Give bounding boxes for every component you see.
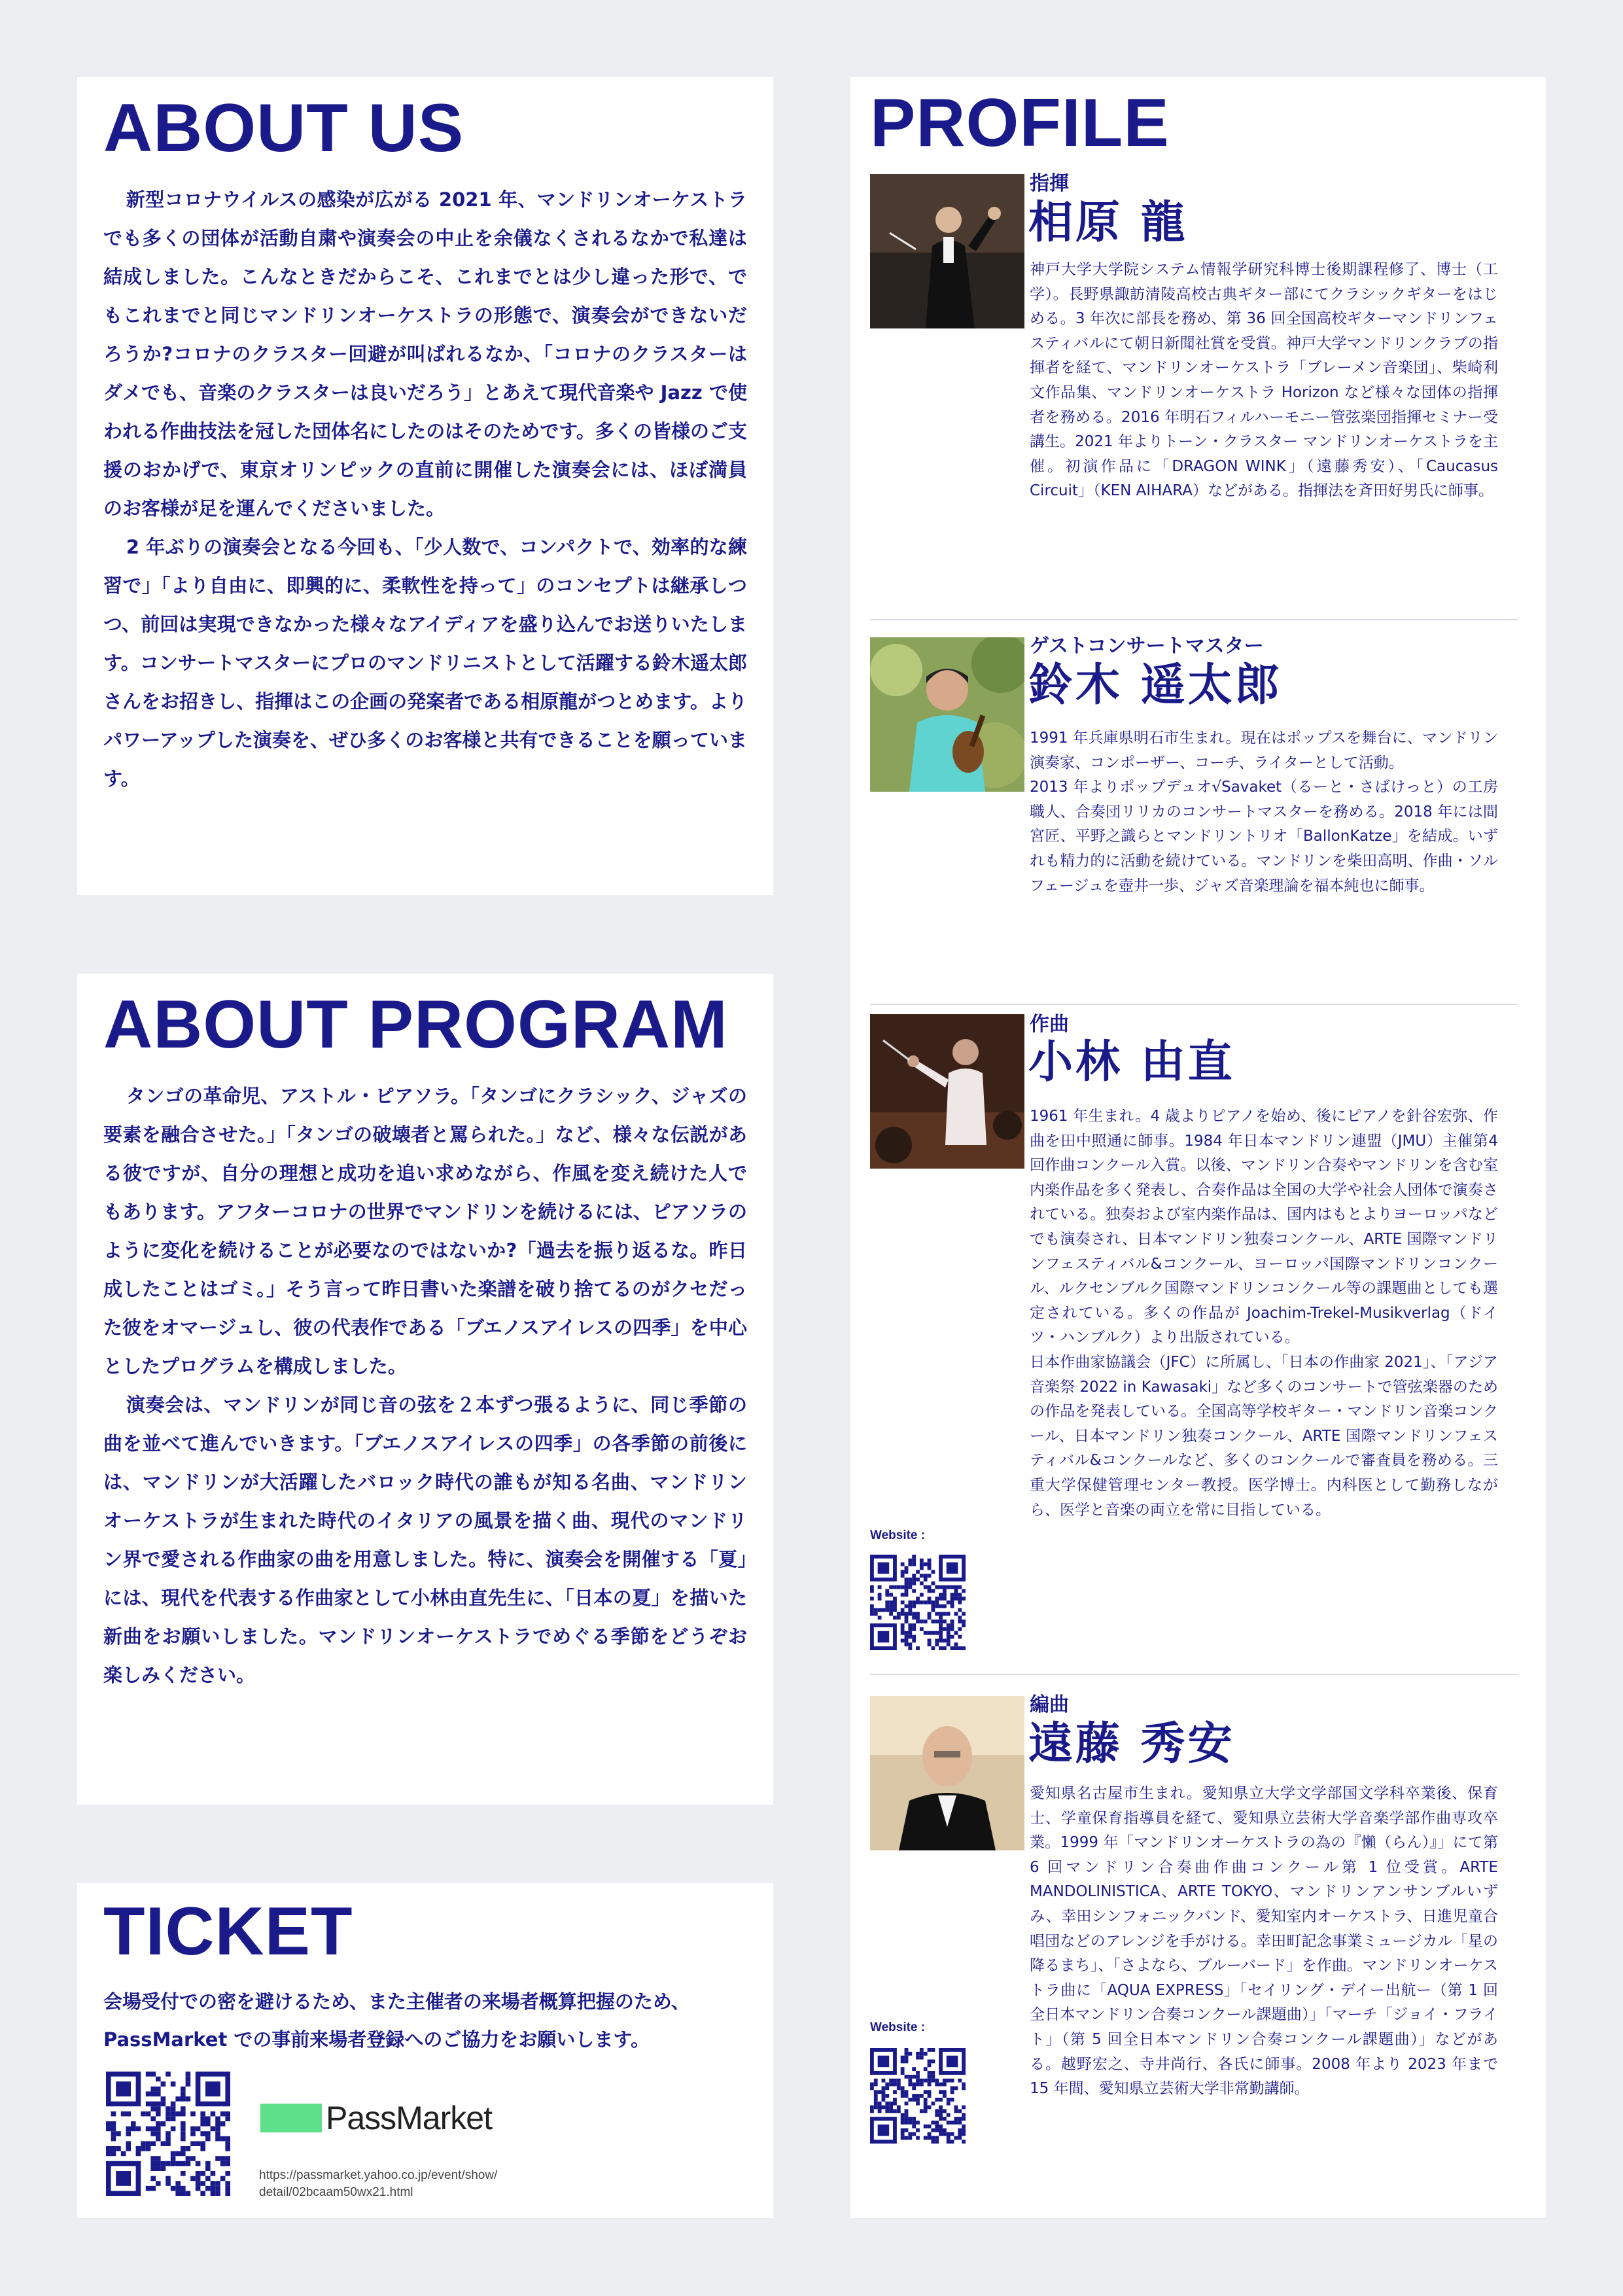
profile-divider-3 xyxy=(870,1674,1518,1675)
ticket-title: TICKET xyxy=(103,1894,353,1969)
suzuki-name: 鈴木 遥太郎 xyxy=(1028,660,1282,711)
endo-website-qr-code[interactable] xyxy=(870,2048,966,2144)
about-program-title: ABOUT PROGRAM xyxy=(103,987,728,1063)
kobayashi-website-label: Website : xyxy=(870,1528,926,1542)
kobayashi-bio: 1961 年生まれ。4 歳よりピアノを始め、後にピアノを針谷宏弥、作曲を田中照通に師事。1984 年日本マンドリン連盟（JMU）主催第4回作曲コンクール入賞。以後、マンドリン合奏やマンドリンを含む室内楽作品を多く発表し、合奏作品は全国の大学や社会人団体で演奏されている。独奏および室内楽作品は、国内はもとよりヨーロッパなどでも演奏され、日本マンドリン独奏コンクール、ARTE 国際マンドリンフェスティバル&コンクール、ヨーロッパ国際マンドリンコンクール、ルクセンブルク国際マンドリンコンクール等の課題曲としても選定されている。多くの作品が Joachim-Trekel-Musikverlag（ドイツ・ハンブルク）より出版されている。 日本作曲家協議会（JFC）に所属し、「日本の作曲家 2021」、「アジア音楽祭 2022 in Kawasaki」など多くのコンサートで管弦楽器のための作品を発表している。全国高等学校ギター・マンドリン音楽コンクール、日本マンドリン独奏コンクール、ARTE 国際マンドリンフェスティバル&コンクールなど、多くのコンクールで審査員を務める。三重大学保健管理センター教授。医学博士。内科医として勤務しながら、医学と音楽の両立を常に目指している。 xyxy=(1030,1108,1498,1519)
about-us-title: ABOUT US xyxy=(103,90,464,166)
about-us-section xyxy=(77,77,773,895)
passmarket-url[interactable] xyxy=(259,2167,497,2201)
aihara-name: 相原 龍 xyxy=(1028,197,1188,249)
profile-title: PROFILE xyxy=(870,85,1170,161)
ticket-section xyxy=(77,1883,773,2218)
about-us-paragraph-1: 新型コロナウイルスの感染が広がる 2021 年、マンドリンオーケストラでも多くの団体が活動自粛や演奏会の中止を余儀なくされるなかで私達は結成しました。こんなときだからこそ、これまでとは少し違った形で、でもこれまでと同じマンドリンオーケストラの形態で、演奏会ができないだろうか?コロナのクラスター回避が叫ばれるなか、「コロナのクラスターはダメでも、音楽のクラスターは良いだろう」とあえて現代音楽や Jazz で使われる作曲技法を冠した団体名にしたのはそのためです。多くの皆様のご支援のおかげで、東京オリンピックの直前に開催した演奏会には、ほぼ満員のお客様が足を運んでくださいました。 xyxy=(103,188,747,520)
suzuki-role: ゲストコンサートマスター xyxy=(1030,635,1264,658)
about-program-section xyxy=(77,974,773,1805)
about-us-paragraph-2: 2 年ぶりの演奏会となる今回も、「少人数で、コンパクトで、効率的な練習で」「より自由に、即興的に、柔軟性を持って」のコンセプトは継承しつつ、前回は実現できなかった様々なアイディアを盛り込んでお送りいたします。コンサートマスターにプロのマンドリニストとして活躍する鈴木遥太郎さんをお招きし、指揮はこの企画の発案者である相原龍がつとめます。よりパワーアップした演奏を、ぜひ多くのお客様と共有できることを願っています。 xyxy=(103,536,747,790)
endo-website-label: Website : xyxy=(870,2021,926,2034)
aihara-role: 指揮 xyxy=(1030,172,1069,195)
kobayashi-photo xyxy=(870,1014,1024,1169)
passmarket-url-line-2: detail/02bcaam50wx21.html xyxy=(259,2185,413,2199)
suzuki-photo xyxy=(870,637,1024,792)
kobayashi-role: 作曲 xyxy=(1030,1013,1069,1036)
about-program-paragraph-2: 演奏会は、マンドリンが同じ音の弦を２本ずつ張るように、同じ季節の曲を並べて進んでいきます。「ブエノスアイレスの四季」の各季節の前後には、マンドリンが大活躍したバロック時代の誰もが知る名曲、マンドリンオーケストラが生まれた時代のイタリアの風景を描く曲、現代のマンドリン界で愛される作曲家の曲を用意しました。特に、演奏会を開催する「夏」には、現代を代表する作曲家として小林由直先生に、「日本の夏」を描いた新曲をお願いしました。マンドリンオーケストラでめぐる季節をどうぞお楽しみください。 xyxy=(103,1394,747,1686)
aihara-bio: 神戸大学大学院システム情報学研究科博士後期課程修了、博士（工学）。長野県諏訪清陵高校古典ギター部にてクラシックギターをはじめる。3 年次に部長を務め、第 36 回全国高校ギターマンドリンフェスティバルにて朝日新聞社賞を受賞。神戸大学マンドリンクラブの指揮者を経て、マンドリンオーケストラ「ブレーメン音楽団」、柴崎利文作品集、マンドリンオーケストラ Horizon など様々な団体の指揮者を務める。2016 年明石フィルハーモニー管弦楽団指揮セミナー受講生。2021 年よりトーン・クラスター マンドリンオーケストラを主催。初演作品に「DRAGON WINK」（遠藤秀安）、「Caucasus Circuit」（KEN AIHARA）などがある。指揮法を斉田好男氏に師事。 xyxy=(1030,261,1498,500)
profile-divider-1 xyxy=(870,619,1518,620)
passmarket-logo-mark xyxy=(260,2104,322,2132)
endo-name: 遠藤 秀安 xyxy=(1028,1718,1235,1770)
kobayashi-name: 小林 由直 xyxy=(1028,1036,1235,1088)
endo-role: 編曲 xyxy=(1030,1693,1069,1716)
ticket-qr-code[interactable] xyxy=(106,2072,230,2196)
aihara-photo xyxy=(870,174,1024,328)
ticket-description: 会場受付での密を避けるため、また主催者の来場者概算把握のため、PassMarket での事前来場者登録へのご協力をお願いします。 xyxy=(103,1990,690,2051)
passmarket-logo-text: PassMarket xyxy=(326,2100,492,2136)
suzuki-bio: 1991 年兵庫県明石市生まれ。現在はポップスを舞台に、マンドリン演奏家、コンポーザー、コーチ、ライターとして活動。 2013 年よりポップデュオ√Savaket（るーと・さばけっと）の工房職人、合奏団リリカのコンサートマスターを務める。2018 年には間宮匠、平野之識らとマンドリントリオ「BallonKatze」を結成。いずれも精力的に活動を続けている。マンドリンを柴田高明、作曲・ソルフェージュを壺井一歩、ジャズ音楽理論を福本純也に師事。 xyxy=(1030,730,1498,894)
endo-photo xyxy=(870,1696,1024,1850)
profile-section xyxy=(850,77,1546,2218)
endo-bio: 愛知県名古屋市生まれ。愛知県立大学文学部国文学科卒業後、保育士、学童保育指導員を経て、愛知県立芸術大学音楽学部作曲専攻卒業。1999 年「マンドリンオーケストラの為の『懶（らん）』」にて第 6 回マンドリン合奏曲作曲コンクール第 1 位受賞。ARTE MANDOLINISTICA、ARTE TOKYO、マンドリンアンサンブルいずみ、幸田シンフォニックバンド、愛知室内オーケストラ、日進児童合唱団などのアレンジを手がける。幸田町記念事業ミュージカル「星の降るまち」、「さよなら、ブルーバード」を作曲。マンドリンオーケストラ曲に「AQUA EXPRESS」「セイリング・デイー出航ー（第 1 回全日本マンドリン合奏コンクール課題曲）」「マーチ「ジョイ・フライト」（第 5 回全日本マンドリン合奏コンクール課題曲）」などがある。越野宏之、寺井尚行、各氏に師事。2008 年より 2023 年まで 15 年間、愛知県立芸術大学非常勤講師。 xyxy=(1030,1785,1498,2098)
profile-divider-2 xyxy=(870,1004,1518,1005)
passmarket-url-line-1: https://passmarket.yahoo.co.jp/event/show/ xyxy=(259,2168,498,2182)
kobayashi-website-qr-code[interactable] xyxy=(870,1555,966,1650)
passmarket-logo[interactable] xyxy=(260,2099,492,2137)
about-program-paragraph-1: タンゴの革命児、アストル・ピアソラ。「タンゴにクラシック、ジャズの要素を融合させた。」「タンゴの破壊者と罵られた。」など、様々な伝説がある彼ですが、自分の理想と成功を追い求めながら、作風を変え続けた人でもあります。アフターコロナの世界でマンドリンを続けるには、ピアソラのように変化を続けることが必要なのではないか?「過去を振り返るな。昨日成したことはゴミ。」そう言って昨日書いた楽譜を破り捨てるのがクセだった彼をオマージュし、彼の代表作である「ブエノスアイレスの四季」を中心としたプログラムを構成しました。 xyxy=(103,1085,747,1377)
